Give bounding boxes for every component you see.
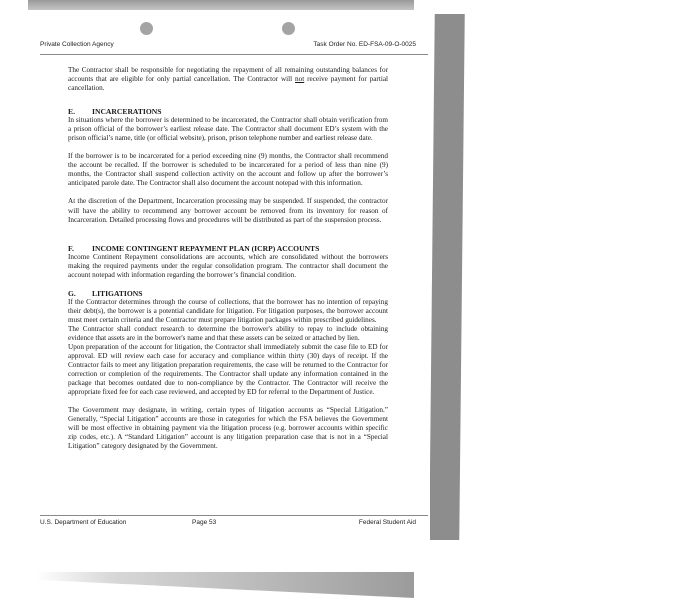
- section-e-paragraph: If the borrower is to be incarcerated for a period exceeding nine (9) months, the Contractor shall recommend the account be recalled. If the borrower is scheduled to be incarcerated for a period of less than nine (9) months, the Contractor shall suspend collection activity on the account and follow up after the borrower’s anticipated parole date. The Contractor shall also document the account notepad with this information.: [68, 152, 388, 188]
- footer-left: U.S. Department of Education: [40, 519, 127, 526]
- intro-paragraph: The Contractor shall be responsible for negotiating the repayment of all remaining outstanding balances for accounts that are eligible for only partial cancellation. The Contractor will not receive payment for partial cancellation.: [68, 66, 389, 93]
- section-g-paragraph: The Government may designate, in writing, certain types of litigation accounts as “Special Litigation.” Generally, “Special Litigation” accounts are those in categories for which the FSA believes the Government will be most effective in obtaining payment via the litigation process (e.g. borrower accounts within specific zip codes, etc.). A “Standard Litigation” account is any litigation preparation case that is not in a “Special Litigation” category designated by the Government.: [68, 406, 388, 451]
- scan-shadow-right: [429, 14, 465, 540]
- section-g-paragraph: If the Contractor determines through the course of collections, that the borrower has no intention of repaying their debt(s), the borrower is a potential candidate for litigation. For litigation purposes, the borrower account must meet certain criteria and the Contractor must prepare litigation packages within prescribed guidelines.: [68, 297, 388, 324]
- scan-shadow-bottom: [36, 572, 414, 598]
- footer-page-number: Page 53: [192, 519, 217, 526]
- section-e-paragraph: At the discretion of the Department, Incarceration processing may be suspended. If suspended, the contractor will have the ability to recommend any borrower account be removed from its inventory for reason of Incarceration. Detailed processing flows and procedures will be distributed as part of the suspension process.: [68, 197, 388, 224]
- punch-hole-right: [282, 22, 295, 35]
- document-page: [0, 10, 430, 570]
- section-g-paragraph: Upon preparation of the account for litigation, the Contractor shall immediately submit the case file to ED for approval. ED will review each case for accuracy and compliance within thirty (30) days of receipt. If the Contractor fails to meet any litigation preparation requirements, the case will be returned to the Contractor for correction or completion of the requirements. The Contractor shall update any information contained in the package that becomes outdated due to non-compliance by the Contractor. The Contractor will receive the appropriate fixed fee for each case reviewed, and accepted by ED for referral to the Department of Justice.: [68, 342, 388, 397]
- header-rule: [40, 54, 428, 55]
- header-left: Private Collection Agency: [40, 41, 114, 48]
- footer-right: Federal Student Aid: [358, 519, 416, 526]
- punch-hole-left: [140, 22, 153, 35]
- section-e-heading: E. INCARCERATIONS: [68, 107, 162, 117]
- section-g-paragraph: The Contractor shall conduct research to determine the borrower's ability to repay to include obtaining evidence that assets are in the borrower's name and that these assets can be seized or attached by lien.: [68, 324, 388, 342]
- section-g-heading: G. LITIGATIONS: [68, 288, 143, 298]
- section-f-paragraph: Income Continent Repayment consolidations are accounts, which are consolidated without the borrowers making the required payments under the regular consolidation program. The contractor shall document the account notepad with information regarding the borrower’s financial condition.: [68, 252, 388, 279]
- section-f-heading: F. INCOME CONTINGENT REPAYMENT PLAN (ICRP) ACCOUNTS: [68, 243, 320, 253]
- scan-shadow-top: [28, 0, 414, 10]
- section-e-paragraph: In situations where the borrower is determined to be incarcerated, the Contractor shall obtain verification from a prison official of the borrower’s earliest release date. The Contractor shall document ED’s system with the prison official’s name, title (or official website), prison, prison telephone number and earliest release date.: [68, 116, 388, 143]
- header-right: Task Order No. ED-FSA-09-O-0025: [313, 41, 416, 48]
- intro-emphasis: not: [295, 75, 305, 84]
- page-body: [68, 66, 388, 461]
- footer-rule: [40, 515, 428, 516]
